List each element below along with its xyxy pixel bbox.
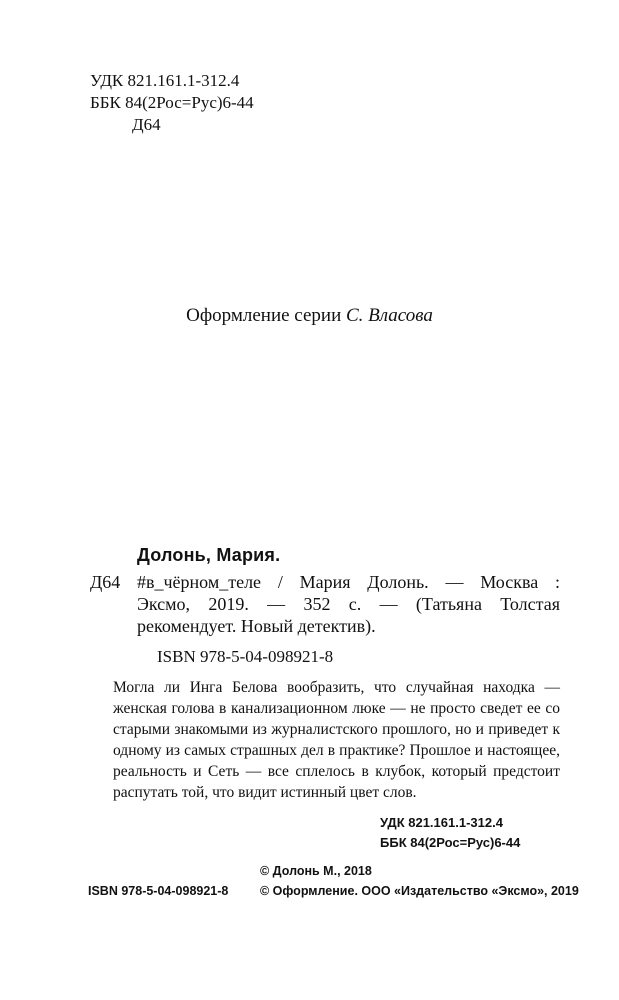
footer-isbn: ISBN 978-5-04-098921-8 — [88, 884, 229, 898]
reference-title-line: #в_чёрном_теле / Мария Долонь. — Москва : — [137, 572, 560, 592]
footer-classification-codes — [380, 813, 520, 853]
series-designer-name: С. Власова — [346, 305, 433, 326]
isbn-number: ISBN 978-5-04-098921-8 — [157, 647, 334, 666]
entry-author-mark: Д64 — [90, 572, 121, 592]
udk-code: УДК 821.161.1-312.4 — [90, 71, 240, 90]
series-design-credit — [0, 305, 619, 327]
bibliographic-reference — [137, 571, 560, 637]
series-design-prefix: Оформление серии — [186, 305, 342, 326]
author-mark: Д64 — [132, 115, 161, 134]
footer-udk-code: УДК 821.161.1-312.4 — [380, 815, 503, 830]
copyright-author: © Долонь М., 2018 — [260, 864, 372, 878]
copyright-design: © Оформление. ООО «Издательство «Эксмо», 2019 — [260, 884, 579, 898]
reference-publication-details: Эксмо, 2019. — 352 с. — (Татьяна Толстая рекомендует. Новый детектив). — [137, 594, 560, 636]
bibliographic-entry — [90, 571, 560, 637]
classification-codes — [90, 70, 254, 136]
bbk-code: ББК 84(2Рос=Рус)6-44 — [90, 93, 254, 112]
bibliographic-author: Долонь, Мария. — [137, 545, 281, 565]
footer-bbk-code: ББК 84(2Рос=Рус)6-44 — [380, 835, 521, 850]
book-annotation: Могла ли Инга Белова вообразить, что случайная находка — женская голова в канализационном люке — не просто сведет ее со старыми знакомыми из журналистского прошлого, но и приведет к одному из самых страшных дел в практике? Прошлое и настоящее, реальность и Сеть — все сплелось в клубок, который предстоит распутать той, что видит истинный цвет слов. — [113, 679, 560, 801]
